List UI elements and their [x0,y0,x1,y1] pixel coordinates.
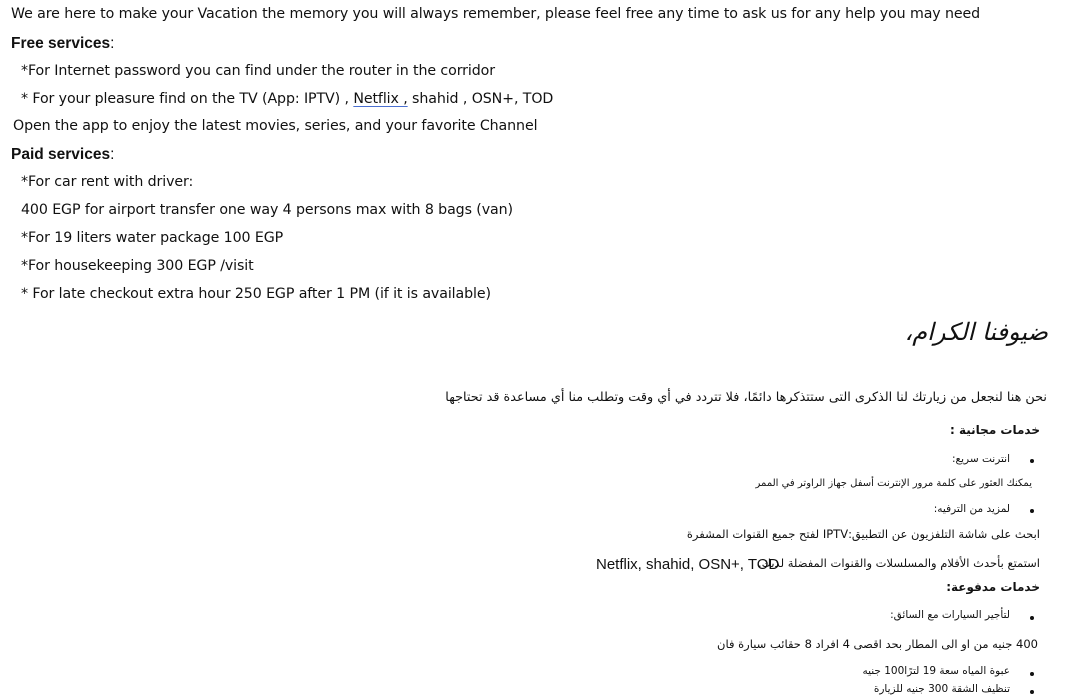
free-item-internet: *For Internet password you can find under the router in the corridor [21,63,495,79]
free-services-heading-label: Free services [11,35,111,52]
free-item-tv [21,91,553,107]
arabic-enjoy-line: استمتع بأحدث الأفلام والمسلسلات والقنوات المفضلة لديك. [758,556,1040,570]
paid-services-heading-colon: : [110,146,115,163]
arabic-channels-line: Netflix, shahid, OSN+, TOD [596,556,780,573]
paid-item-housekeeping: *For housekeeping 300 EGP /visit [21,258,254,274]
free-services-heading [11,35,114,53]
intro-text: We are here to make your Vacation the memory you will always remember, please feel free any time to ask us for any help you may need [11,6,981,22]
free-item-tv-text: * For your pleasure find on the TV (App: IPTV) , [21,91,354,107]
bullet-icon [1030,690,1034,694]
paid-services-heading-label: Paid services [11,146,111,163]
arabic-water-line: عبوة المياه سعة 19 لترًا100 جنيه [862,665,1010,677]
arabic-paid-heading: خدمات مدفوعة: [946,580,1040,594]
paid-item-car: *For car rent with driver: [21,174,194,190]
arabic-internet-desc: يمكنك العثور على كلمة مرور الإنترنت أسفل جهاز الراوتر في الممر [755,478,1032,489]
arabic-cleaning-line: تنظيف الشقة 300 جنيه للزيارة [873,683,1010,695]
arabic-car-desc: 400 جنيه من او الى المطار بحد اقصى 4 افراد 8 حقائب سيارة فان [717,637,1038,651]
arabic-internet-label: انترنت سريع: [951,453,1010,465]
paid-item-water: *For 19 liters water package 100 EGP [21,230,284,246]
free-item-tv-rest: shahid , OSN+, TOD [407,91,554,107]
arabic-greeting: ضيوفنا الكرام، [904,318,1048,346]
free-services-heading-colon: : [110,35,115,52]
arabic-intro: نحن هنا لنجعل من زيارتك لنا الذكرى التى ستتذكرها دائمًا، فلا تتردد في أي وقت وتطلب منا أي مساعدة قد تحتاجها [445,390,1047,405]
paid-services-heading [11,146,114,164]
arabic-entertainment-label: لمزيد من الترفيه: [933,503,1010,515]
open-app-text: Open the app to enjoy the latest movies, series, and your favorite Channel [13,118,538,134]
arabic-iptv-line: ابحث على شاشة التلفزيون عن التطبيق:IPTV لفتح جميع القنوات المشفرة [686,527,1040,541]
bullet-icon [1030,616,1034,620]
netflix-link: Netflix , [353,91,408,107]
bullet-icon [1030,672,1034,676]
paid-item-late-checkout: * For late checkout extra hour 250 EGP after 1 PM (if it is available) [21,286,491,302]
arabic-free-heading: خدمات مجانية : [950,423,1040,437]
paid-item-airport: 400 EGP for airport transfer one way 4 persons max with 8 bags (van) [21,202,513,218]
arabic-car-label: لتأجير السيارات مع السائق: [890,609,1010,621]
bullet-icon [1030,459,1034,463]
bullet-icon [1030,509,1034,513]
